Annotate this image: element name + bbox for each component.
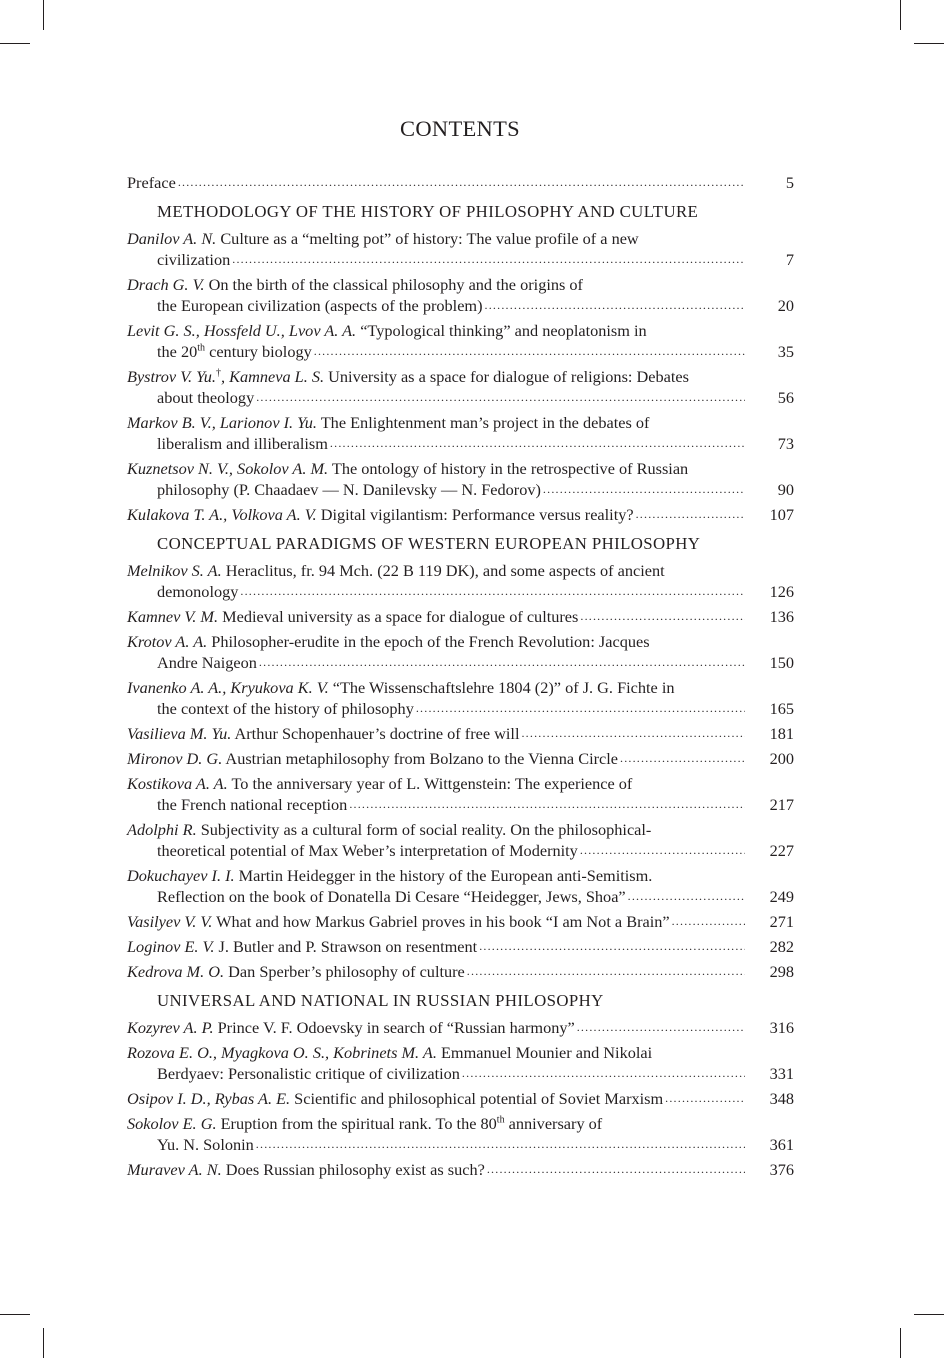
dot-leader xyxy=(618,748,745,769)
entry-title-text: civilization xyxy=(157,250,231,269)
line-text xyxy=(127,504,634,525)
page-number: 5 xyxy=(785,173,794,192)
entry-title-text: demonology xyxy=(157,582,239,601)
toc-entry[interactable] xyxy=(127,274,794,316)
toc-entry[interactable] xyxy=(127,458,794,500)
entry-text xyxy=(127,560,745,602)
line-text xyxy=(157,433,328,454)
entry-text xyxy=(127,1017,745,1038)
crop-mark xyxy=(0,1314,30,1315)
toc-entry[interactable] xyxy=(127,412,794,454)
entry-title-text: century biology xyxy=(205,342,312,361)
line-text xyxy=(157,1063,460,1084)
line-text xyxy=(157,581,238,602)
entry-title-text: Scientific and philosophical potential of Soviet Marxism xyxy=(290,1089,664,1108)
toc-entry[interactable] xyxy=(127,606,794,627)
entry-line xyxy=(127,961,745,982)
entry-title-text: On the birth of the classical philosophy and the origins of xyxy=(204,275,583,294)
toc-entry[interactable] xyxy=(127,723,794,744)
entry-line xyxy=(127,652,745,673)
page-number: 150 xyxy=(769,653,794,672)
dot-leader xyxy=(460,1063,745,1084)
entry-text xyxy=(127,865,745,907)
page-number: 348 xyxy=(769,1089,794,1108)
line-text xyxy=(157,387,254,408)
line-text xyxy=(127,413,649,432)
entry-title-text: J. Butler and P. Strawson on resentment xyxy=(214,937,478,956)
dot-leader xyxy=(254,1134,745,1155)
entry-line xyxy=(127,886,745,907)
page-number: 361 xyxy=(769,1135,794,1154)
dot-leader xyxy=(626,886,745,907)
dot-leader xyxy=(414,698,745,719)
toc-entry[interactable] xyxy=(127,560,794,602)
entry-text xyxy=(127,631,745,673)
dot-leader xyxy=(347,794,745,815)
entry-line xyxy=(127,1159,745,1180)
entry-text xyxy=(127,458,745,500)
entry-line xyxy=(127,249,745,270)
entry-text xyxy=(127,819,745,861)
entry-title-text: Dan Sperber’s philosophy of culture xyxy=(224,962,465,981)
entry-line xyxy=(127,865,745,886)
toc-entry[interactable] xyxy=(127,1159,794,1180)
entry-line xyxy=(127,228,745,249)
section-heading: UNIVERSAL AND NATIONAL IN RUSSIAN PHILOSOPHY xyxy=(157,991,604,1010)
line-text xyxy=(127,774,632,793)
entry-author: Kedrova M. O. xyxy=(127,962,225,981)
line-text xyxy=(127,275,583,294)
entry-line xyxy=(127,560,745,581)
line-text xyxy=(127,1017,575,1038)
section-heading: CONCEPTUAL PARADIGMS OF WESTERN EUROPEAN PHILOSOPHY xyxy=(157,534,701,553)
entry-text xyxy=(127,412,745,454)
entry-line xyxy=(127,631,745,652)
line-text xyxy=(127,1159,485,1180)
entry-author: Drach G. V. xyxy=(127,275,205,294)
page-number: 200 xyxy=(769,749,794,768)
dot-leader xyxy=(465,961,745,982)
dot-leader xyxy=(238,581,745,602)
toc-entry[interactable] xyxy=(127,865,794,907)
page-number: 165 xyxy=(769,699,794,718)
entry-text xyxy=(127,320,745,362)
line-text xyxy=(157,341,312,362)
entry-author: Kulakova T. A., Volkova A. V. xyxy=(127,505,317,524)
toc-entry[interactable] xyxy=(127,1113,794,1155)
page-title: CONTENTS xyxy=(400,116,520,141)
line-text xyxy=(127,866,652,885)
page-number: 316 xyxy=(769,1018,794,1037)
line-text xyxy=(127,911,670,932)
entry-title-text: Prince V. F. Odoevsky in search of “Russian harmony” xyxy=(213,1018,575,1037)
entry-text xyxy=(127,723,745,744)
dot-leader xyxy=(230,249,745,270)
line-text xyxy=(127,961,465,982)
entry-author: Loginov E. V. xyxy=(127,937,215,956)
entry-line xyxy=(127,1134,745,1155)
toc-entry[interactable] xyxy=(127,228,794,270)
toc-entry[interactable] xyxy=(127,911,794,932)
entry-line xyxy=(127,936,745,957)
entry-author: Ivanenko A. A., Kryukova K. V. xyxy=(127,678,329,697)
entry-title-text: “The Wissenschaftslehre 1804 (2)” of J. G. Fichte in xyxy=(328,678,675,697)
entry-line xyxy=(127,819,745,840)
entry-author: Adolphi R. xyxy=(127,820,197,839)
entry-author: , Kamneva L. S. xyxy=(220,367,325,386)
entry-author: Kamnev V. M. xyxy=(127,607,219,626)
entry-author: Kostikova A. A. xyxy=(127,774,228,793)
dot-leader xyxy=(578,606,745,627)
toc-entry[interactable] xyxy=(127,631,794,673)
dot-leader xyxy=(257,652,745,673)
page-number: 376 xyxy=(769,1160,794,1179)
entry-line xyxy=(127,606,745,627)
entry-author: Kuznetsov N. V., Sokolov A. M. xyxy=(127,459,329,478)
line-text xyxy=(127,1114,602,1133)
dot-leader xyxy=(483,295,745,316)
page-number: 126 xyxy=(769,582,794,601)
entry-title-text: Subjectivity as a cultural form of social reality. On the philosophical- xyxy=(196,820,652,839)
line-text xyxy=(127,632,650,651)
crop-mark xyxy=(43,1328,44,1358)
toc-entry[interactable] xyxy=(127,773,794,815)
page-number: 20 xyxy=(777,296,794,315)
dot-leader xyxy=(328,433,745,454)
dot-leader xyxy=(670,911,745,932)
line-text xyxy=(157,249,230,270)
entry-title-text: The Enlightenment man’s project in the debates of xyxy=(316,413,650,432)
entry-line xyxy=(127,412,745,433)
line-text xyxy=(127,936,477,957)
entry-text xyxy=(127,1088,745,1109)
entry-text xyxy=(127,172,745,193)
entry-title-text: the French national reception xyxy=(157,795,348,814)
entry-title-text: Emmanuel Mounier and Nikolai xyxy=(436,1043,653,1062)
toc-entry[interactable] xyxy=(127,748,794,769)
entry-title-text: Preface xyxy=(127,173,176,192)
line-text xyxy=(127,172,176,193)
toc-entry[interactable] xyxy=(127,366,794,408)
entry-title-text: What and how Markus Gabriel proves in his book “I am Not a Brain” xyxy=(212,912,670,931)
entry-line xyxy=(127,433,745,454)
entry-text xyxy=(127,274,745,316)
page-number: 90 xyxy=(777,480,794,499)
page-number: 217 xyxy=(769,795,794,814)
toc-entry[interactable] xyxy=(127,172,794,193)
line-text xyxy=(157,652,257,673)
section-heading: METHODOLOGY OF THE HISTORY OF PHILOSOPHY AND CULTURE xyxy=(157,202,699,221)
dot-leader xyxy=(541,479,745,500)
entry-line xyxy=(127,773,745,794)
page-number: 181 xyxy=(769,724,794,743)
entry-title-text: liberalism and illiberalism xyxy=(157,434,328,453)
page-number: 331 xyxy=(769,1064,794,1083)
entry-line xyxy=(127,1042,745,1063)
entry-line xyxy=(127,172,745,193)
table-of-contents xyxy=(127,172,794,1184)
page-number: 298 xyxy=(769,962,794,981)
dot-leader xyxy=(254,387,745,408)
entry-title-text: about theology xyxy=(157,388,255,407)
entry-title-text: Medieval university as a space for dialogue of cultures xyxy=(218,607,579,626)
page-number: 7 xyxy=(785,250,794,269)
entry-author: Rozova E. O., Myagkova O. S., Kobrinets M. A. xyxy=(127,1043,437,1062)
entry-author: Bystrov V. Yu. xyxy=(127,367,216,386)
entry-title-text: The ontology of history in the retrospective of Russian xyxy=(328,459,689,478)
line-text xyxy=(127,678,675,697)
page-number: 282 xyxy=(769,937,794,956)
page-number: 56 xyxy=(777,388,794,407)
entry-line xyxy=(127,1017,745,1038)
superscript: † xyxy=(215,367,221,379)
entry-text xyxy=(127,936,745,957)
entry-author: Markov B. V., Larionov I. Yu. xyxy=(127,413,317,432)
entry-line xyxy=(127,581,745,602)
entry-line xyxy=(127,911,745,932)
entry-title-text: Eruption from the spiritual rank. To the 80 xyxy=(216,1114,497,1133)
entry-text xyxy=(127,773,745,815)
entry-title-text: Digital vigilantism: Performance versus reality? xyxy=(316,505,634,524)
entry-text xyxy=(127,961,745,982)
line-text xyxy=(157,295,483,316)
toc-entry[interactable] xyxy=(127,961,794,982)
line-text xyxy=(127,748,618,769)
page-number: 136 xyxy=(769,607,794,626)
entry-title-text: Martin Heidegger in the history of the European anti-Semitism. xyxy=(234,866,653,885)
entry-title-text: Andre Naigeon xyxy=(157,653,257,672)
entry-text xyxy=(127,1113,745,1155)
entry-text xyxy=(127,677,745,719)
crop-mark xyxy=(0,43,30,44)
toc-entry[interactable] xyxy=(127,504,794,525)
toc-entry[interactable] xyxy=(127,677,794,719)
entry-title-text: To the anniversary year of L. Wittgenstein: The experience of xyxy=(227,774,633,793)
entry-title-text: Austrian metaphilosophy from Bolzano to the Vienna Circle xyxy=(222,749,618,768)
entry-title-text: “Typological thinking” and neoplatonism in xyxy=(356,321,647,340)
toc-entry[interactable] xyxy=(127,819,794,861)
entry-text xyxy=(127,748,745,769)
entry-title-text: anniversary of xyxy=(504,1114,603,1133)
entry-title-text: University as a space for dialogue of religions: Debates xyxy=(324,367,689,386)
dot-leader xyxy=(575,1017,745,1038)
entry-title-text: theoretical potential of Max Weber’s interpretation of Modernity xyxy=(157,841,578,860)
entry-title-text: Does Russian philosophy exist as such? xyxy=(221,1160,485,1179)
entry-title-text: Yu. N. Solonin xyxy=(157,1135,254,1154)
entry-line xyxy=(127,794,745,815)
page-number: 73 xyxy=(777,434,794,453)
dot-leader xyxy=(519,723,745,744)
entry-text xyxy=(127,606,745,627)
dot-leader xyxy=(663,1088,745,1109)
line-text xyxy=(127,561,665,580)
line-text xyxy=(127,606,578,627)
entry-text xyxy=(127,1159,745,1180)
entry-author: Krotov A. A. xyxy=(127,632,208,651)
crop-mark xyxy=(43,0,44,30)
entry-line xyxy=(127,723,745,744)
entry-title-text: the 20 xyxy=(157,342,198,361)
toc-entry[interactable] xyxy=(127,1042,794,1084)
entry-line xyxy=(127,387,745,408)
crop-mark xyxy=(900,0,901,30)
entry-line xyxy=(127,458,745,479)
page-number: 249 xyxy=(769,887,794,906)
crop-mark xyxy=(914,1314,944,1315)
dot-leader xyxy=(312,341,745,362)
line-text xyxy=(127,1043,652,1062)
page-number: 271 xyxy=(769,912,794,931)
page-number: 35 xyxy=(777,342,794,361)
line-text xyxy=(127,820,651,839)
entry-author: Levit G. S., Hossfeld U., Lvov A. A. xyxy=(127,321,357,340)
entry-line xyxy=(127,1063,745,1084)
dot-leader xyxy=(578,840,745,861)
crop-mark xyxy=(900,1328,901,1358)
entry-text xyxy=(127,228,745,270)
entry-line xyxy=(127,320,745,341)
entry-line xyxy=(127,840,745,861)
entry-line xyxy=(127,295,745,316)
entry-author: Danilov A. N. xyxy=(127,229,217,248)
entry-author: Vasilyev V. V. xyxy=(127,912,213,931)
line-text xyxy=(127,367,689,386)
line-text xyxy=(157,698,414,719)
entry-title-text: the context of the history of philosophy xyxy=(157,699,414,718)
entry-line xyxy=(127,479,745,500)
line-text xyxy=(157,886,626,907)
line-text xyxy=(157,1134,254,1155)
toc-entry[interactable] xyxy=(127,936,794,957)
entry-author: Osipov I. D., Rybas A. E. xyxy=(127,1089,291,1108)
crop-mark xyxy=(914,43,944,44)
entry-author: Sokolov E. G. xyxy=(127,1114,217,1133)
line-text xyxy=(157,794,347,815)
line-text xyxy=(127,459,688,478)
dot-leader xyxy=(477,936,745,957)
entry-title-text: philosophy (P. Chaadaev — N. Danilevsky — N. Fedorov) xyxy=(157,480,541,499)
entry-text xyxy=(127,504,745,525)
entry-author: Mironov D. G. xyxy=(127,749,223,768)
line-text xyxy=(127,723,519,744)
superscript: th xyxy=(197,342,206,354)
dot-leader xyxy=(634,504,745,525)
entry-title-text: Philosopher-erudite in the epoch of the French Revolution: Jacques xyxy=(207,632,650,651)
entry-text xyxy=(127,366,745,408)
dot-leader xyxy=(176,172,745,193)
superscript: th xyxy=(496,1114,505,1126)
entry-author: Kozyrev A. P. xyxy=(127,1018,214,1037)
entry-author: Muravev A. N. xyxy=(127,1160,222,1179)
entry-title-text: Arthur Schopenhauer’s doctrine of free will xyxy=(231,724,520,743)
entry-text xyxy=(127,1042,745,1084)
entry-line xyxy=(127,504,745,525)
line-text xyxy=(157,479,541,500)
entry-title-text: Berdyaev: Personalistic critique of civilization xyxy=(157,1064,460,1083)
entry-title-text: Reflection on the book of Donatella Di Cesare “Heidegger, Jews, Shoa” xyxy=(157,887,626,906)
dot-leader xyxy=(485,1159,745,1180)
line-text xyxy=(127,229,639,248)
line-text xyxy=(127,1088,663,1109)
entry-line xyxy=(127,1113,745,1134)
entry-line xyxy=(127,677,745,698)
entry-text xyxy=(127,911,745,932)
entry-author: Melnikov S. A. xyxy=(127,561,222,580)
entry-line xyxy=(127,341,745,362)
entry-line xyxy=(127,1088,745,1109)
toc-entry[interactable] xyxy=(127,1088,794,1109)
entry-title-text: Heraclitus, fr. 94 Mch. (22 B 119 DK), and some aspects of ancient xyxy=(221,561,665,580)
entry-line xyxy=(127,748,745,769)
entry-title-text: the European civilization (aspects of the problem) xyxy=(157,296,483,315)
entry-line xyxy=(127,366,745,387)
entry-title-text: Culture as a “melting pot” of history: The value profile of a new xyxy=(216,229,639,248)
entry-author: Dokuchayev I. I. xyxy=(127,866,235,885)
line-text xyxy=(157,840,578,861)
page-number: 107 xyxy=(769,505,794,524)
page-number: 227 xyxy=(769,841,794,860)
entry-line xyxy=(127,698,745,719)
entry-author: Vasilieva M. Yu. xyxy=(127,724,232,743)
toc-entry[interactable] xyxy=(127,320,794,362)
toc-entry[interactable] xyxy=(127,1017,794,1038)
entry-line xyxy=(127,274,745,295)
line-text xyxy=(127,321,647,340)
